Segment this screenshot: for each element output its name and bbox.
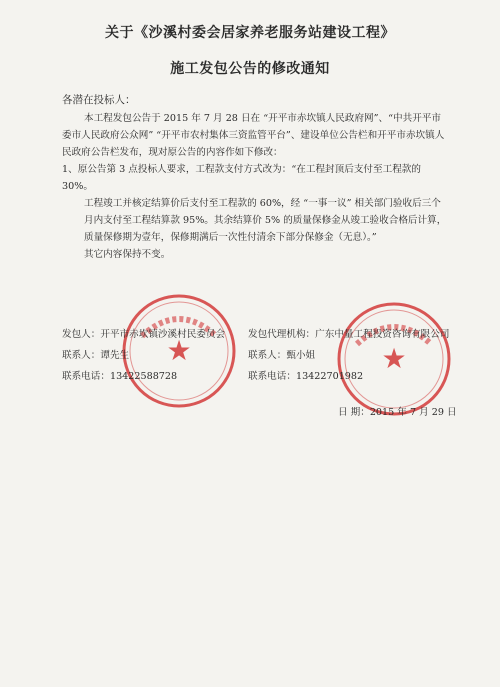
owner-seal-stamp: [120, 292, 238, 410]
document-title: 关于《沙溪村委会居家养老服务站建设工程》: [105, 25, 395, 41]
paragraph-item-1-continued: 工程竣工并核定结算价后支付至工程款的 60%，经 “一事一议” 相关部门验收后三个月内支付至工程结算款 95%。其余结算价 5% 的质量保修金从竣工验收合格后计算，质量保修期为壹年，保修期满后一次性付清余下部分保修金（无息）。”: [84, 198, 447, 243]
greeting: 各潜在投标人：: [62, 94, 136, 106]
paragraph-closing: 其它内容保持不变。: [84, 249, 171, 260]
agent-label: 发包代理机构：广东中量工程投资咨询有限公司: [248, 329, 450, 340]
agent-contact: 联系人：甄小姐: [248, 350, 316, 361]
notice-body: [62, 110, 447, 263]
paragraph-announcement: 本工程发包公告于 2015 年 7 月 28 日在 “开平市赤坎镇人民政府网”、“中共开平市委市人民政府公众网” “开平市农村集体三资监管平台”、建设单位公告栏和开平市赤坎镇人民政府公告栏发布，现对原公告的内容作如下修改：: [62, 113, 445, 158]
issue-date: 日 期：2015 年 7 月 29 日: [338, 407, 457, 418]
document-subtitle: 施工发包公告的修改通知: [170, 61, 330, 77]
owner-label: 发包人：开平市赤坎镇沙溪村民委员会: [62, 329, 226, 340]
svg-text:★: ★: [381, 342, 407, 375]
owner-contact: 联系人：谭先生: [62, 350, 130, 361]
agent-seal-stamp: [335, 300, 453, 418]
paragraph-item-1: 1、原公告第 3 点投标人要求，工程款支付方式改为：“在工程封顶后支付至工程款的 30%。: [62, 164, 421, 192]
agent-phone: 联系电话：13422701982: [248, 371, 364, 382]
owner-phone: 联系电话：13422588728: [62, 371, 178, 382]
svg-text:★: ★: [166, 334, 192, 367]
